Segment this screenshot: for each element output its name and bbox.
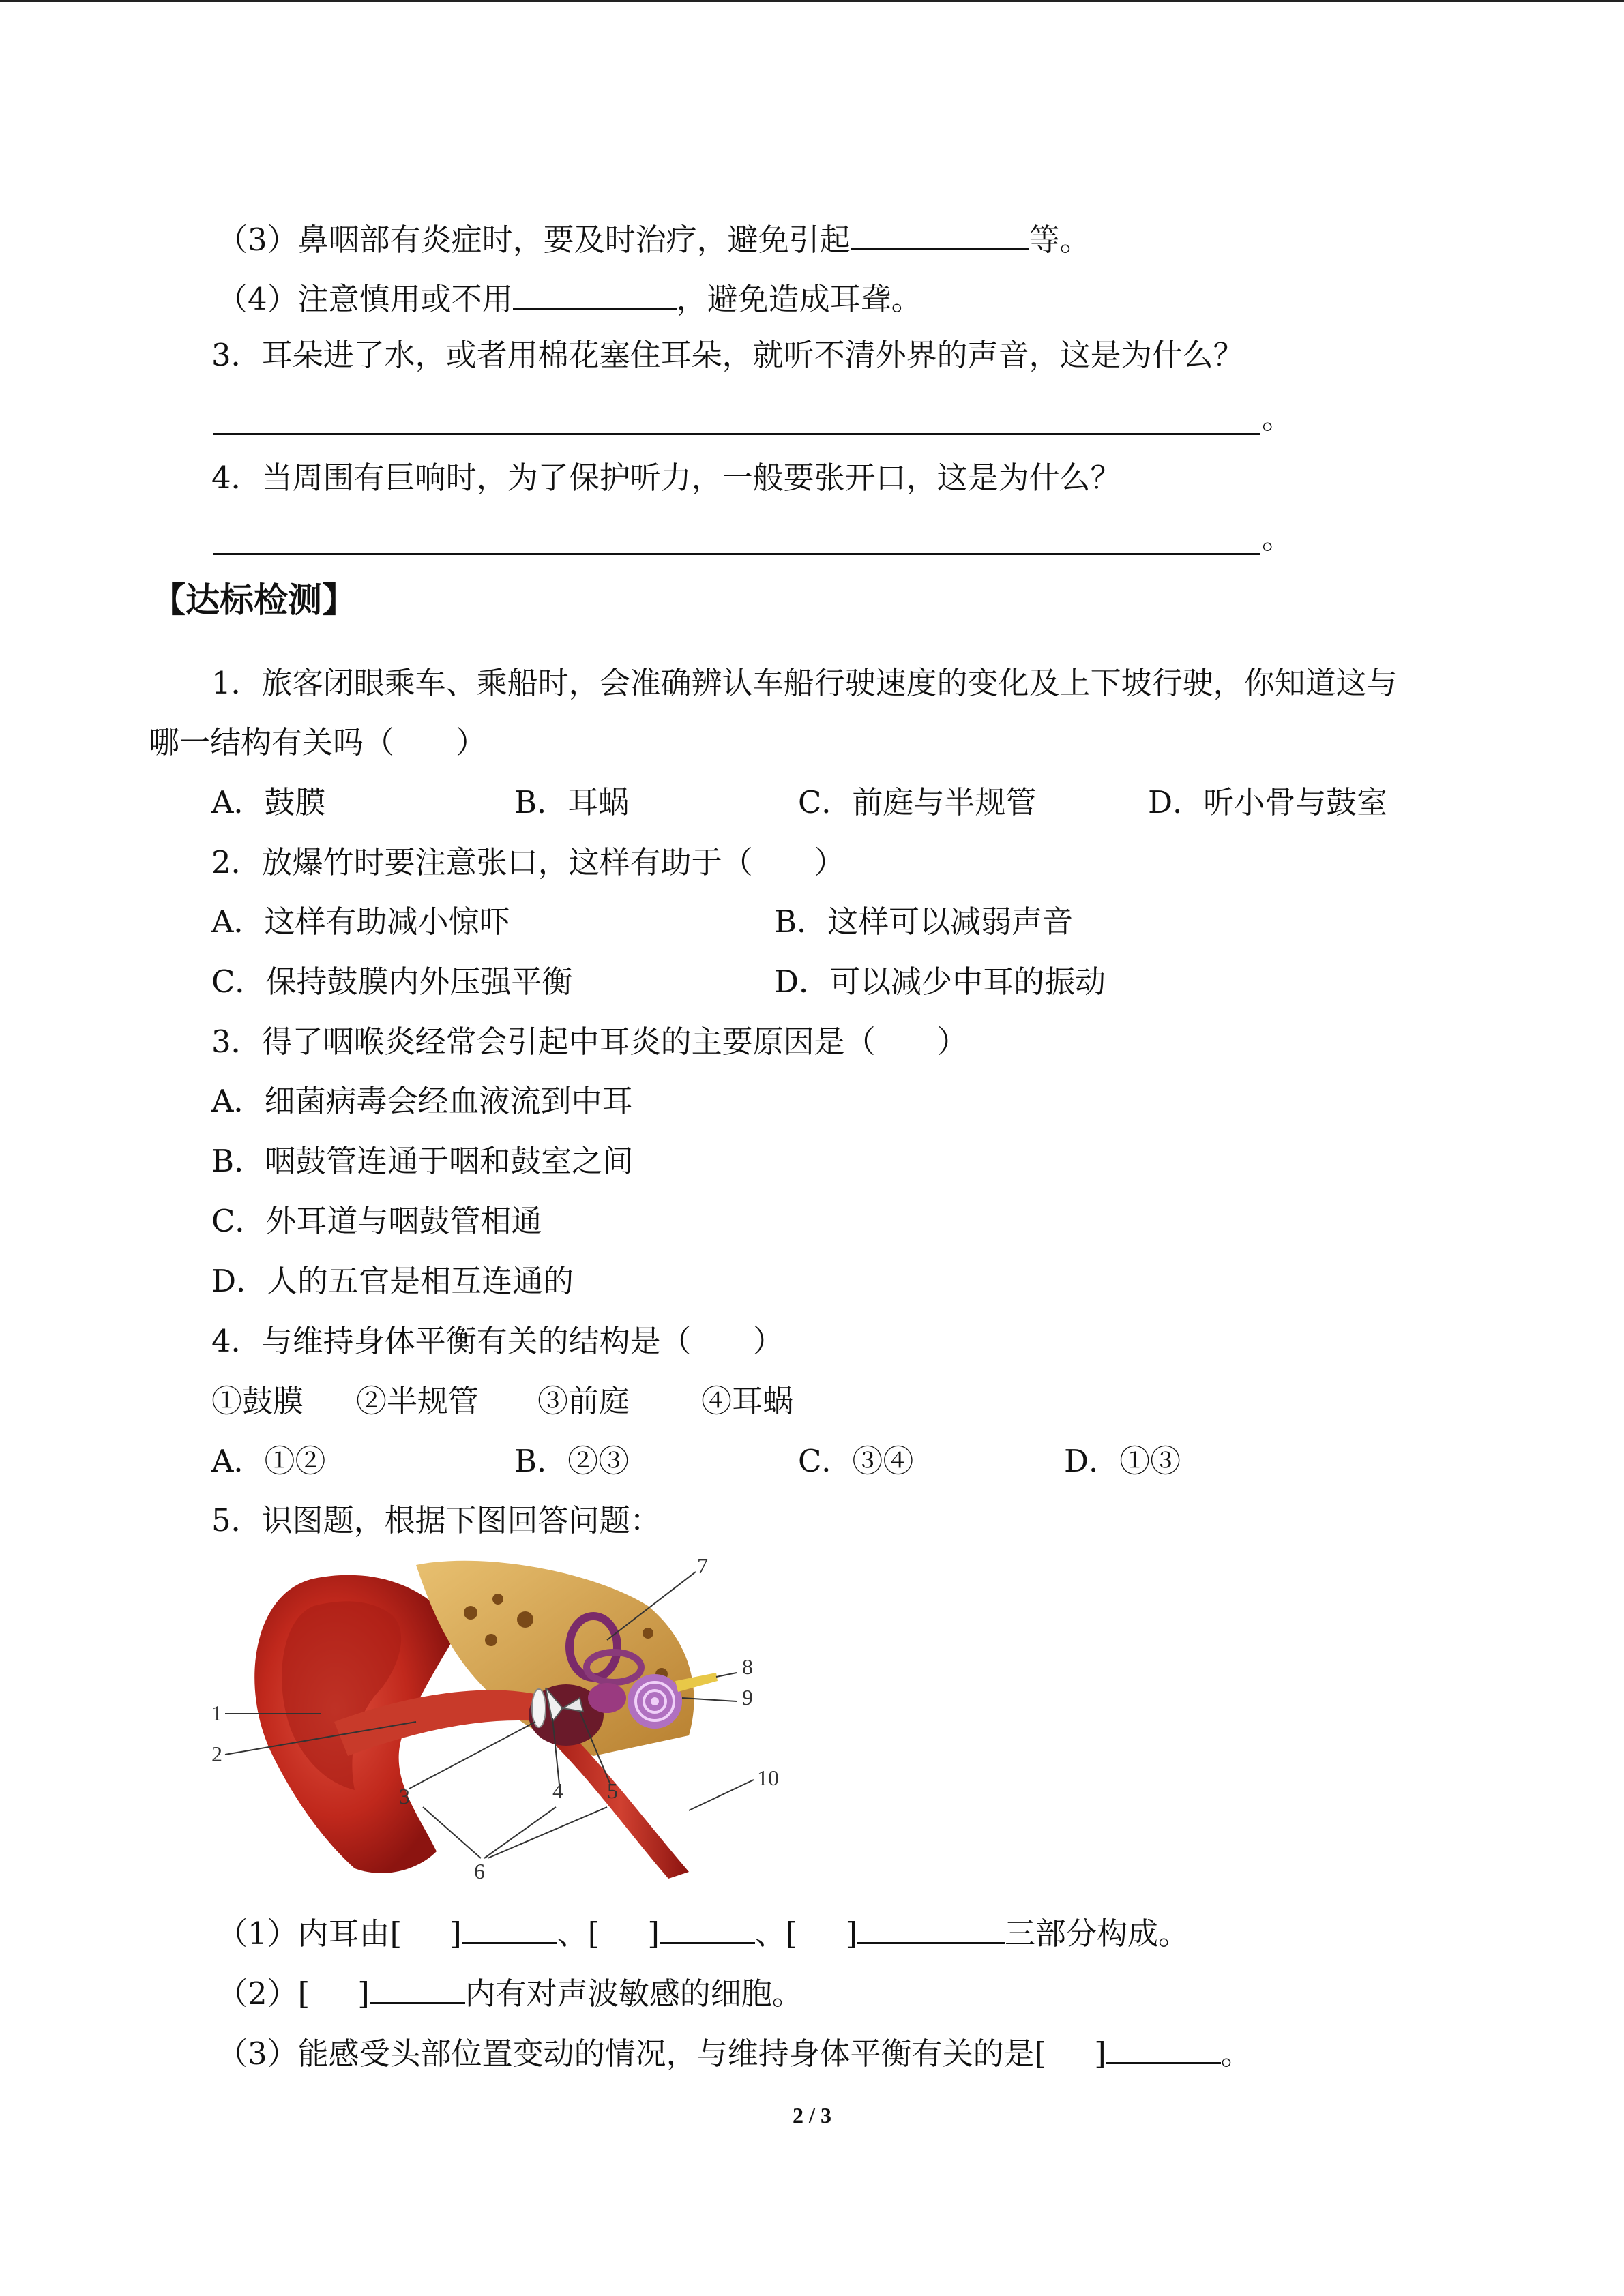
page-number: 2 / 3 xyxy=(793,2103,831,2128)
figure-label-6: 6 xyxy=(474,1859,485,1882)
figure-label-2: 2 xyxy=(211,1742,222,1766)
q4-option-a[interactable]: A．①② xyxy=(211,1443,326,1479)
q5-sub2: （2）[ ] 内有对声波敏感的细胞。 xyxy=(217,1969,803,2014)
q4-line: 4．当周围有巨响时，为了保护听力，一般要张开口，这是为什么？ xyxy=(211,460,1121,496)
figure-label-8: 8 xyxy=(742,1654,753,1679)
fill-blank[interactable] xyxy=(370,1969,465,2004)
period: 。 xyxy=(1262,520,1293,556)
figure-label-5: 5 xyxy=(607,1778,618,1803)
q2-stem: 2．放爆竹时要注意张口，这样有助于（ ） xyxy=(211,844,845,880)
q2-option-c[interactable]: C．保持鼓膜内外压强平衡 xyxy=(211,964,573,1000)
q2-option-a[interactable]: A．这样有助减小惊吓 xyxy=(211,904,510,940)
q4-item-2: ②半规管 xyxy=(356,1383,479,1419)
q3-line: 3．耳朵进了水，或者用棉花塞住耳朵，就听不清外界的声音，这是为什么？ xyxy=(211,337,1244,373)
q2-3-line: （3）鼻咽部有炎症时，要及时治疗，避免引起 等。 xyxy=(217,215,1091,260)
q3-option-d[interactable]: D．人的五官是相互连通的 xyxy=(211,1263,574,1299)
q1-option-a[interactable]: A．鼓膜 xyxy=(211,784,326,820)
section-title: 【达标检测】 xyxy=(151,580,356,620)
q4-item-4: ④耳蜗 xyxy=(701,1383,794,1419)
fill-blank[interactable] xyxy=(462,1909,557,1944)
q3-option-b[interactable]: B．咽鼓管连通于咽和鼓室之间 xyxy=(211,1143,634,1179)
q4-option-b[interactable]: B．②③ xyxy=(514,1443,630,1479)
q3-stem: 3．得了咽喉炎经常会引起中耳炎的主要原因是（ ） xyxy=(211,1024,968,1060)
q1-line2: 哪一结构有关吗（ ） xyxy=(149,724,487,760)
fill-blank[interactable] xyxy=(513,275,677,310)
figure-label-4: 4 xyxy=(552,1778,563,1803)
figure-label-3: 3 xyxy=(399,1784,410,1808)
fill-blank[interactable] xyxy=(857,1909,1005,1944)
q4-item-3: ③前庭 xyxy=(537,1383,630,1419)
q4-option-c[interactable]: C．③④ xyxy=(798,1443,914,1479)
q2-4-line: （4）注意慎用或不用 ，避免造成耳聋。 xyxy=(217,275,922,320)
q5-sub3: （3）能感受头部位置变动的情况，与维持身体平衡有关的是[ ] 。 xyxy=(217,2029,1252,2074)
top-border xyxy=(0,0,1624,2)
q3-option-a[interactable]: A．细菌病毒会经血液流到中耳 xyxy=(211,1083,633,1119)
figure-label-7: 7 xyxy=(697,1553,708,1578)
figure-label-9: 9 xyxy=(742,1685,753,1710)
q1-line1: 1．旅客闭眼乘车、乘船时，会准确辨认车船行驶速度的变化及上下坡行驶，你知道这与 xyxy=(211,665,1398,701)
q2-option-b[interactable]: B．这样可以减弱声音 xyxy=(774,904,1074,940)
q5-stem: 5．识图题，根据下图回答问题： xyxy=(211,1502,661,1538)
q2-option-d[interactable]: D．可以减少中耳的振动 xyxy=(774,964,1106,1000)
answer-line[interactable] xyxy=(213,553,1260,555)
fill-blank[interactable] xyxy=(851,215,1029,250)
fill-blank[interactable] xyxy=(1106,2029,1221,2064)
fill-blank[interactable] xyxy=(660,1909,755,1944)
q1-option-b[interactable]: B．耳蜗 xyxy=(514,784,630,820)
q1-option-c[interactable]: C．前庭与半规管 xyxy=(798,784,1037,820)
q4-item-1: ①鼓膜 xyxy=(211,1383,304,1419)
answer-line[interactable] xyxy=(213,433,1260,435)
q4-stem: 4．与维持身体平衡有关的结构是（ ） xyxy=(211,1323,784,1359)
figure-label-1: 1 xyxy=(211,1701,222,1725)
period: 。 xyxy=(1262,400,1293,436)
q1-option-d[interactable]: D．听小骨与鼓室 xyxy=(1148,784,1388,820)
q4-option-d[interactable]: D．①③ xyxy=(1064,1443,1181,1479)
ear-anatomy-figure xyxy=(211,1551,788,1882)
figure-label-10: 10 xyxy=(757,1765,779,1790)
q3-option-c[interactable]: C．外耳道与咽鼓管相通 xyxy=(211,1203,542,1239)
q5-sub1: （1）内耳由[ ] 、[ ] 、[ ] 三部分构成。 xyxy=(217,1909,1189,1954)
